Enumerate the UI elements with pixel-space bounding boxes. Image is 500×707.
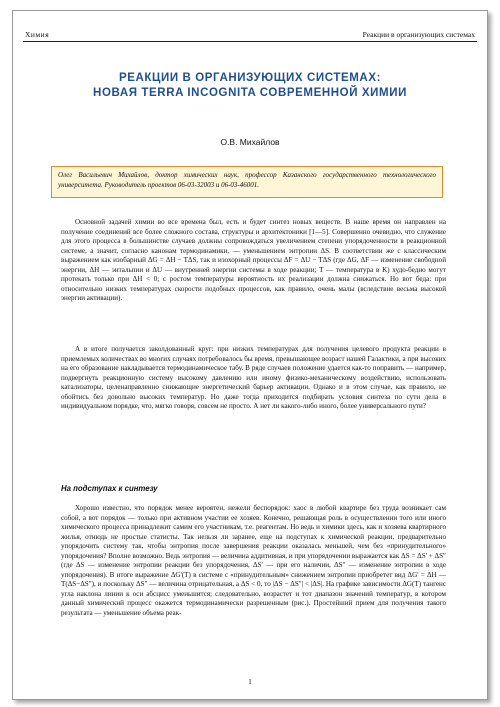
title-line-1: РЕАКЦИИ В ОРГАНИЗУЮЩИХ СИСТЕМАХ: (118, 72, 382, 84)
section-heading: На подступах к синтезу (61, 484, 158, 493)
header-section-label: Химия (25, 30, 50, 39)
header-article-label: Реакции в организующих системах (362, 30, 475, 39)
page-number: 1 (248, 677, 252, 686)
article-title (13, 71, 487, 101)
running-header (23, 29, 477, 42)
title-line-2: НОВАЯ TERRA INCOGNITA СОВРЕМЕННОЙ ХИМИИ (93, 87, 407, 99)
paragraph-3: Хорошо известно, что порядок менее вероятен, нежели беспорядок: хаос в любой квартире без труда возникает сам собой, а вот порядок — только при активном участии ее хозяев. Конечно, решающая роль в осуществлении того или иного химического процесса принадлежит самим его участникам, т.е. реагентам. Но ведь и химики здесь, как и хозяева квартирного жилья, отнюдь не простые статисты. Так нельзя ли заранее, еще на подступах к химической реакции, предварительно упорядочить систему так, чтобы энтропия после завершения реакции оказалась меньшей, чем без «принудительного» упорядочения? Вполне возможно. Ведь энтропия — величина аддитивная, и при упорядочении выражается как ΔS = ΔS' + ΔS″ (где ΔS — изменение энтропии реакции без упорядочения, ΔS' — при его наличии, ΔS″ — изменение энтропии в ходе упорядочения). В итоге выражение ΔG'(T) в системе с «принудительным» снижением энтропии приобретет вид ΔG' = ΔH — T(ΔS−ΔS″), и поскольку ΔS″ — величина отрицательная, а ΔS < 0, то |ΔS − ΔS″| < |ΔS|. На графике зависимости ΔG(T) тангенс угла наклона линии к оси абсцисс уменьшится; следовательно, возрастет и тот диапазон значений температур, в котором данный химический процесс окажется термодинамически разрешенным (рис.). Простейший прием для получения такого результата — уменьшение объема реак- (61, 504, 446, 618)
document-page (12, 10, 488, 700)
paragraph-1: Основной задачей химии во все времена был, есть и будет синтез новых веществ. В наше время он направлен на получение соединений все более сложного состава, структуры и архитектоники [1—5]. Совершенно очевидно, что служение для этого процесса в большинстве случаев должны сопровождаться увеличением степени упорядоченности в реакционной системе, а значит, согласно канонам термодинамики, — уменьшением энтропии ΔS. В соответствии же с классическим выражением как изобарный ΔG = ΔH − TΔS, так и изохорный процессы ΔF = ΔU − TΔS (где ΔG, ΔF — изменение свободной энергии, ΔH — энтальпии и ΔU — внутренней энергии системы в ходе реакции; T — температура в K) худо-бедно могут протекать только при ΔH < 0; с ростом температуры вероятность их реализации должна снижаться. Но вот беда: при относительно низких температурах скорости подобных процессов, как правило, очень малы (вследствие весьма высокой энергии активации). (61, 218, 446, 303)
author-name: О.В. Михайлов (220, 137, 280, 147)
paragraph-2: А в итоге получается заколдованный круг: при низких температурах для получения целевого продукта реакции в приемлемых количествах во многих случаях потребовалось бы время, превышающее возраст нашей Галактики, а при высоких на его образование накладывается термодинамическое табу. В ряде случаев положение удается как-то поправить — например, подвергнуть реакционную систему высокому давлению или иному физико-механическому воздействию, использовать катализаторы, целенаправленно снижающие энергетический барьер активации. Однако и в этом случае, как правило, не обойтись без довольно высоких температур. Но даже тогда приходится подбирать условия синтеза по сути дела в индивидуальном порядке, что, мягко говоря, совсем не просто. А нет ли какого-либо иного, более универсального пути? (61, 345, 446, 411)
author-info-box: Олег Васильевич Михайлов, доктор химических наук, профессор Казанского государственного технологического университета. Руководитель проектов 06-03-32003 и 06-03-46001. (51, 166, 443, 198)
